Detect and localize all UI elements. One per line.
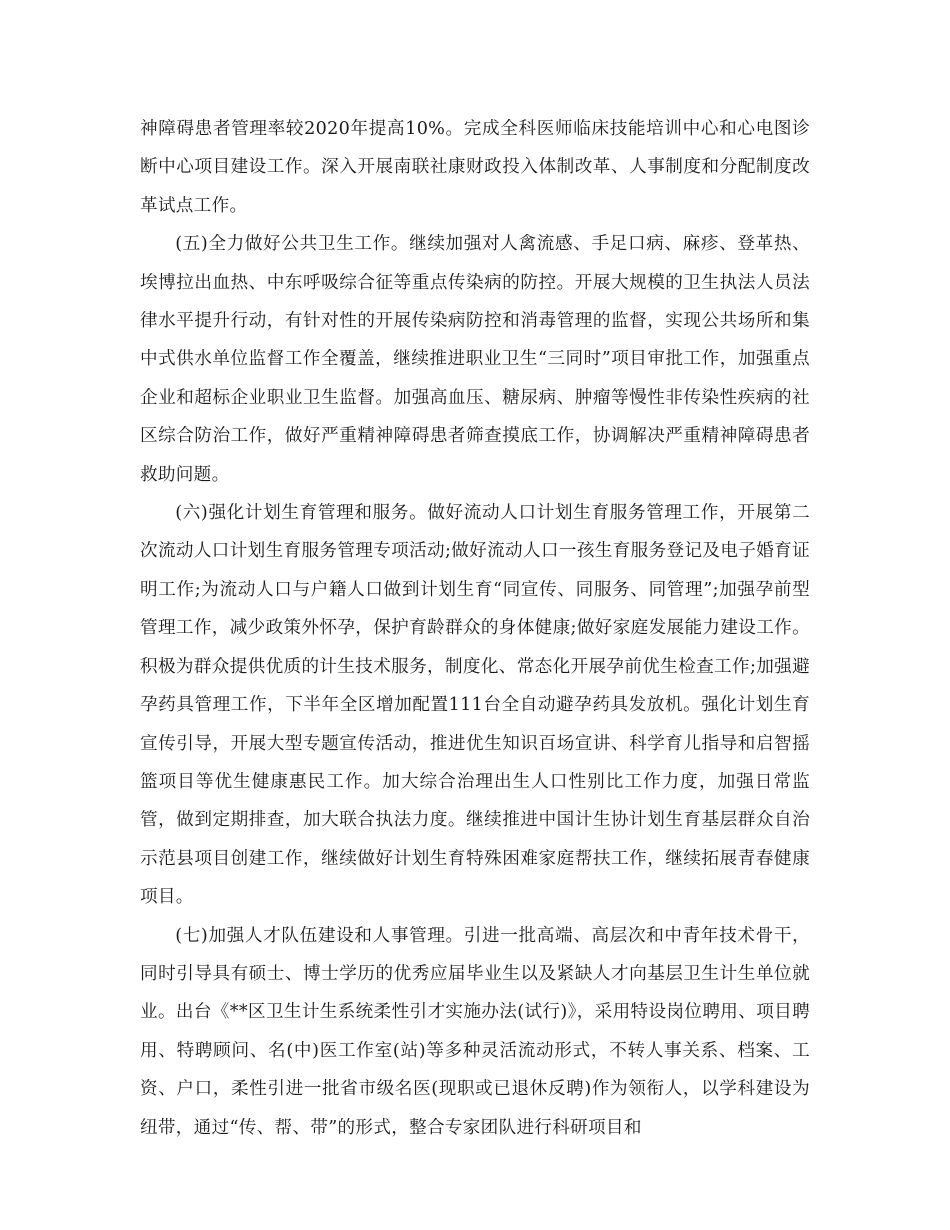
paragraph-family-planning: (六)强化计划生育管理和服务。做好流动人口计划生育服务管理工作，开展第二次流动人口计划生育服务管理专项活动;做好流动人口一孩生育服务登记及电子婚育证明工作;为流动人口与户籍人口做到计划生育“同宣传、同服务、同管理”;加强孕前型管理工作，减少政策外怀孕，保护育龄群众的身体健康;做好家庭发展能力建设工作。积极为群众提供优质的计生技术服务，制度化、常态化开展孕前优生检查工作;加强避孕药具管理工作，下半年全区增加配置111台全自动避孕药具发放机。强化计划生育宣传引导，开展大型专题宣传活动，推进优生知识百场宣讲、科学育儿指导和启智摇篮项目等优生健康惠民工作。加大综合治理出生人口性别比工作力度，加强日常监管，做到定期排查，加大联合执法力度。继续推进中国计生协计划生育基层群众自治示范县项目创建工作，继续做好计划生育特殊困难家庭帮扶工作，继续拓展青春健康项目。 bbox=[140, 503, 810, 908]
paragraph-continuation: 神障碍患者管理率较2020年提高10%。完成全科医师临床技能培训中心和心电图诊断中心项目建设工作。深入开展南联社康财政投入体制改革、人事制度和分配制度改革试点工作。 bbox=[140, 119, 810, 216]
paragraph-talent-team: (七)加强人才队伍建设和人事管理。引进一批高端、高层次和中青年技术骨干，同时引导具有硕士、博士学历的优秀应届毕业生以及紧缺人才向基层卫生计生单位就业。出台《**区卫生计生系统柔性引才实施办法(试行)》，采用特设岗位聘用、项目聘用、特聘顾问、名(中)医工作室(站)等多种灵活流动形式，不转人事关系、档案、工资、户口，柔性引进一批省市级名医(现职或已退休反聘)作为领衔人，以学科建设为纽带，通过“传、帮、带”的形式，整合专家团队进行科研项目和 bbox=[140, 925, 810, 1138]
document-body bbox=[140, 110, 810, 1147]
paragraph-public-health: (五)全力做好公共卫生工作。继续加强对人禽流感、手足口病、麻疹、登革热、埃博拉出血热、中东呼吸综合征等重点传染病的防控。开展大规模的卫生执法人员法律水平提升行动，有针对性的开展传染病防控和消毒管理的监督，实现公共场所和集中式供水单位监督工作全覆盖，继续推进职业卫生“三同时”项目审批工作，加强重点企业和超标企业职业卫生监督。加强高血压、糖尿病、肿瘤等慢性非传染性疾病的社区综合防治工作，做好严重精神障碍患者筛查摸底工作，协调解决严重精神障碍患者救助问题。 bbox=[140, 234, 810, 485]
